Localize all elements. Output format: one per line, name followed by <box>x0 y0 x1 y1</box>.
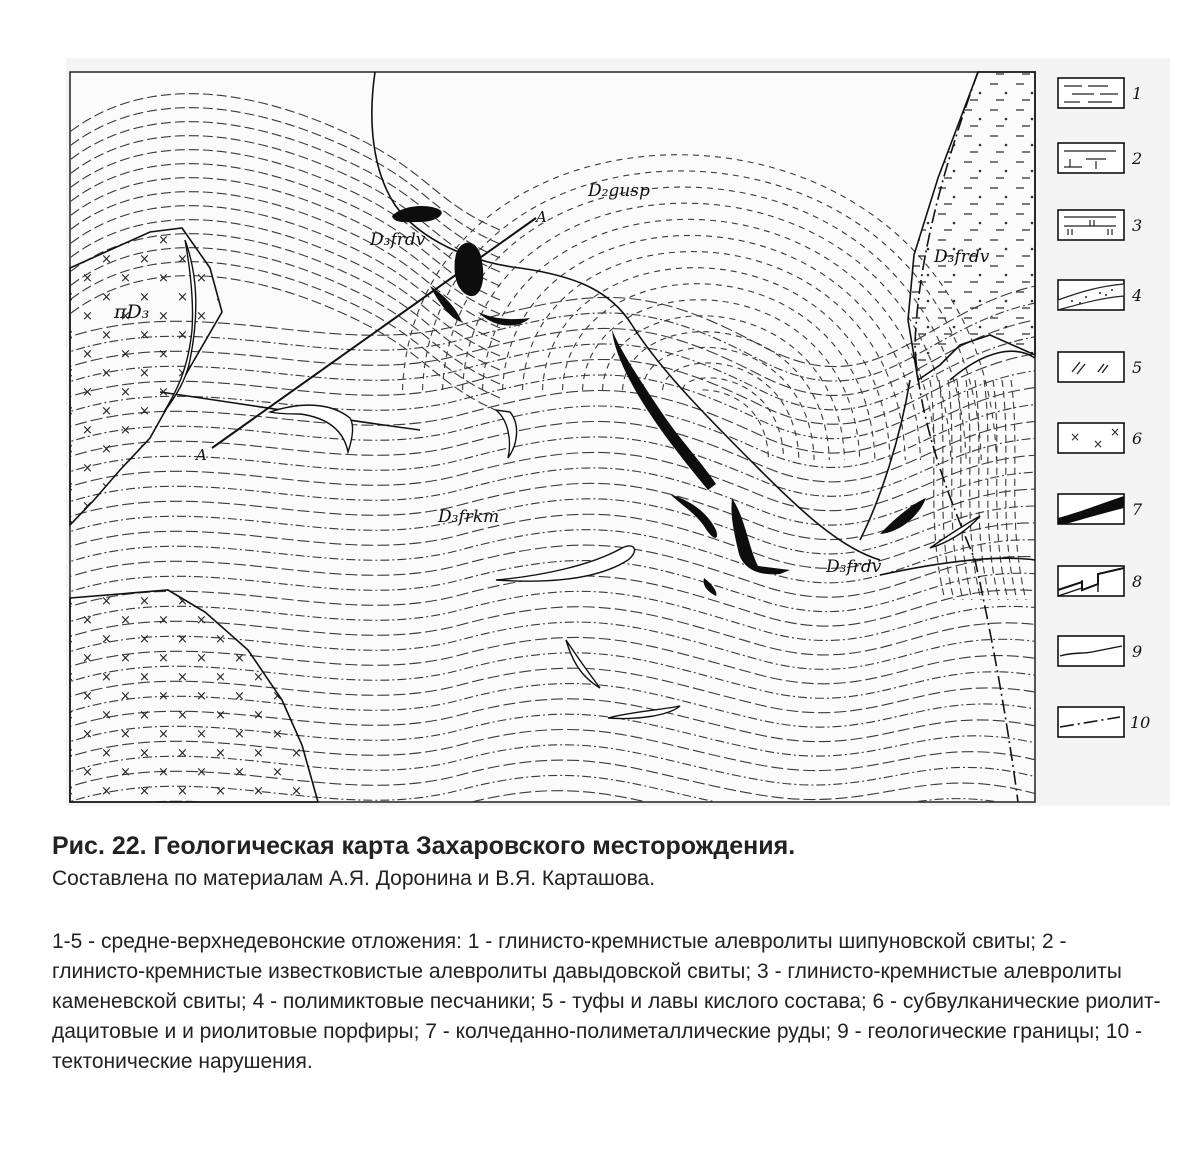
label-d2gusp: D₂gusp <box>588 181 650 201</box>
svg-text:×: × <box>1070 430 1081 444</box>
section-label-a-southwest: A <box>196 446 207 464</box>
section-label-a-northeast: A <box>536 208 547 226</box>
figure-title: Рис. 22. Геологическая карта Захаровского месторождения. <box>52 832 796 860</box>
label-pi-d3: πD₃ <box>114 301 150 323</box>
legend-num-9: 9 <box>1132 642 1143 661</box>
legend-num-2: 2 <box>1132 149 1143 168</box>
legend-num-10: 10 <box>1130 713 1151 732</box>
label-d3frdv-right: D₃frdv <box>934 247 990 267</box>
legend-num-4: 4 <box>1132 286 1143 305</box>
figure-subtitle: Составлена по материалам А.Я. Доронина и В.Я. Карташова. <box>52 867 656 890</box>
legend-num-1: 1 <box>1132 84 1143 103</box>
label-d3frdv-bottom: D₃frdv <box>826 557 882 577</box>
legend-num-7: 7 <box>1132 500 1143 519</box>
svg-text:×: × <box>1110 425 1121 439</box>
legend-num-3: 3 <box>1132 216 1143 235</box>
figure-legend-description: 1-5 - средне-верхнедевонские отложения: 1 - глинисто-кремнистые алевролиты шипуновской свиты; 2 - глинисто-кремнистые известковистые алевролиты давыдовской свиты; 3 - глинисто-кремнистые алевролиты каменевской свиты; 4 - полимиктовые песчаники; 5 - туфы и лавы кислого состава; 6 - субвулканические риолит-дацитовые и и риолитовые порфиры; 7 - колчеданно-полиметаллические руды; 9 - геологические границы; 10 - тектонические нарушения. <box>52 930 1161 1073</box>
label-d3frkm: D₃frkm <box>438 507 500 527</box>
legend-num-5: 5 <box>1132 358 1143 377</box>
legend-num-8: 8 <box>1132 572 1143 591</box>
svg-text:×: × <box>1093 437 1104 451</box>
legend-num-6: 6 <box>1132 429 1143 448</box>
label-d3frdv-top: D₃frdv <box>370 230 426 250</box>
